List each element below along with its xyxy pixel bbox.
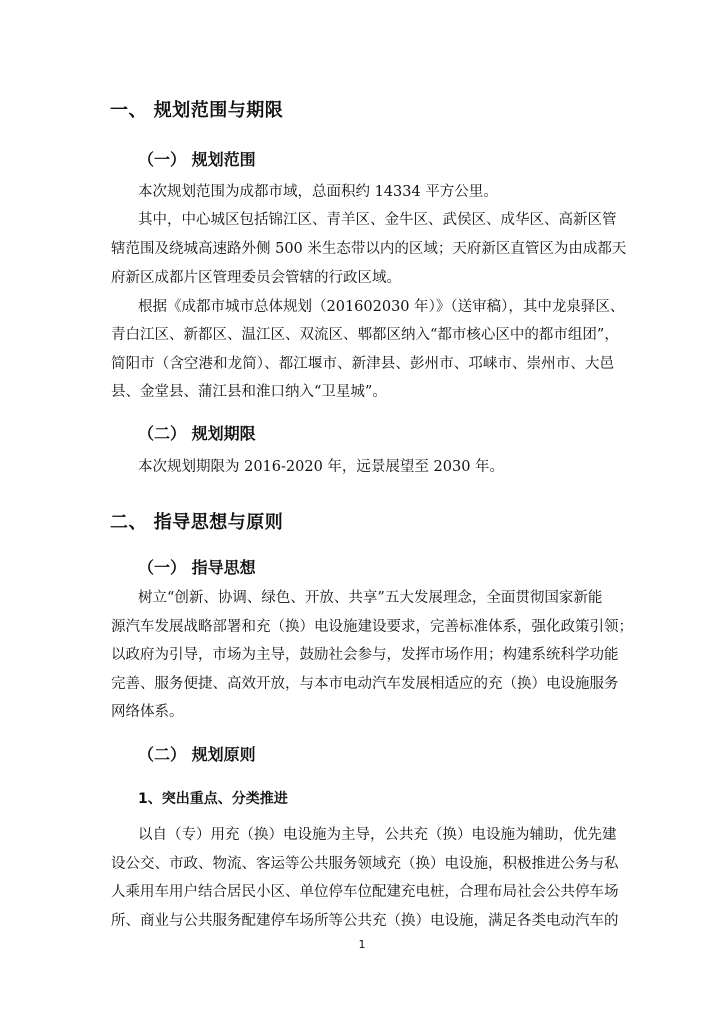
section-1-1-heading: （一） 规划范围 [138, 150, 256, 169]
page-number: 1 [358, 938, 366, 951]
paragraph-line: 人乘用车用户结合居民小区、单位停车位配建充电桩，合理布局社会公共停车场 [111, 884, 619, 900]
paragraph-line: 本次规划范围为成都市域，总面积约 14334 平方公里。 [138, 184, 498, 200]
section-2-heading: 二、 指导思想与原则 [110, 512, 284, 533]
paragraph-line: 所、商业与公共服务配建停车场所等公共充（换）电设施，满足各类电动汽车的 [111, 913, 619, 929]
paragraph-line: 府新区成都片区管理委员会管辖的行政区域。 [111, 270, 401, 286]
section-2-1-heading: （一） 指导思想 [138, 558, 256, 577]
paragraph-line: 以政府为引导，市场为主导，鼓励社会参与，发挥市场作用；构建系统科学功能 [111, 647, 619, 663]
paragraph-line: 简阳市（含空港和龙简）、都江堰市、新津县、彭州市、邛崃市、崇州市、大邑 [111, 356, 614, 372]
paragraph-line: 以自（专）用充（换）电设施为主导，公共充（换）电设施为辅助，优先建 [138, 827, 617, 843]
paragraph-line: 源汽车发展战略部署和充（换）电设施建设要求，完善标准体系，强化政策引领； [111, 619, 633, 635]
paragraph-line: 本次规划期限为 2016-2020 年，远景展望至 2030 年。 [138, 459, 505, 475]
paragraph-line: 辖范围及绕城高速路外侧 500 米生态带以内的区域；天府新区直管区为由成都天 [111, 241, 627, 257]
paragraph-line: 根据《成都市城市总体规划（201602030 年）》（送审稿），其中龙泉驿区、 [138, 299, 625, 315]
principle-1-heading: 1、突出重点、分类推进 [138, 791, 288, 807]
paragraph-line: 设公交、市政、物流、客运等公共服务领域充（换）电设施，积极推进公务与私 [111, 856, 619, 872]
paragraph-line: 其中，中心城区包括锦江区、青羊区、金牛区、武侯区、成华区、高新区管 [138, 212, 617, 228]
paragraph-line: 网络体系。 [111, 704, 184, 720]
section-2-2-heading: （二） 规划原则 [138, 745, 256, 764]
section-1-heading: 一、 规划范围与期限 [110, 100, 284, 121]
paragraph-line: 县、金堂县、蒲江县和淮口纳入“卫星城”。 [111, 384, 387, 400]
section-1-2-heading: （二） 规划期限 [138, 424, 256, 443]
paragraph-line: 树立“创新、协调、绿色、开放、共享”五大发展理念，全面贯彻国家新能 [138, 590, 603, 606]
paragraph-line: 青白江区、新都区、温江区、双流区、郫都区纳入“都市核心区中的都市组团”， [111, 327, 619, 343]
paragraph-line: 完善、服务便捷、高效开放，与本市电动汽车发展相适应的充（换）电设施服务 [111, 676, 619, 692]
